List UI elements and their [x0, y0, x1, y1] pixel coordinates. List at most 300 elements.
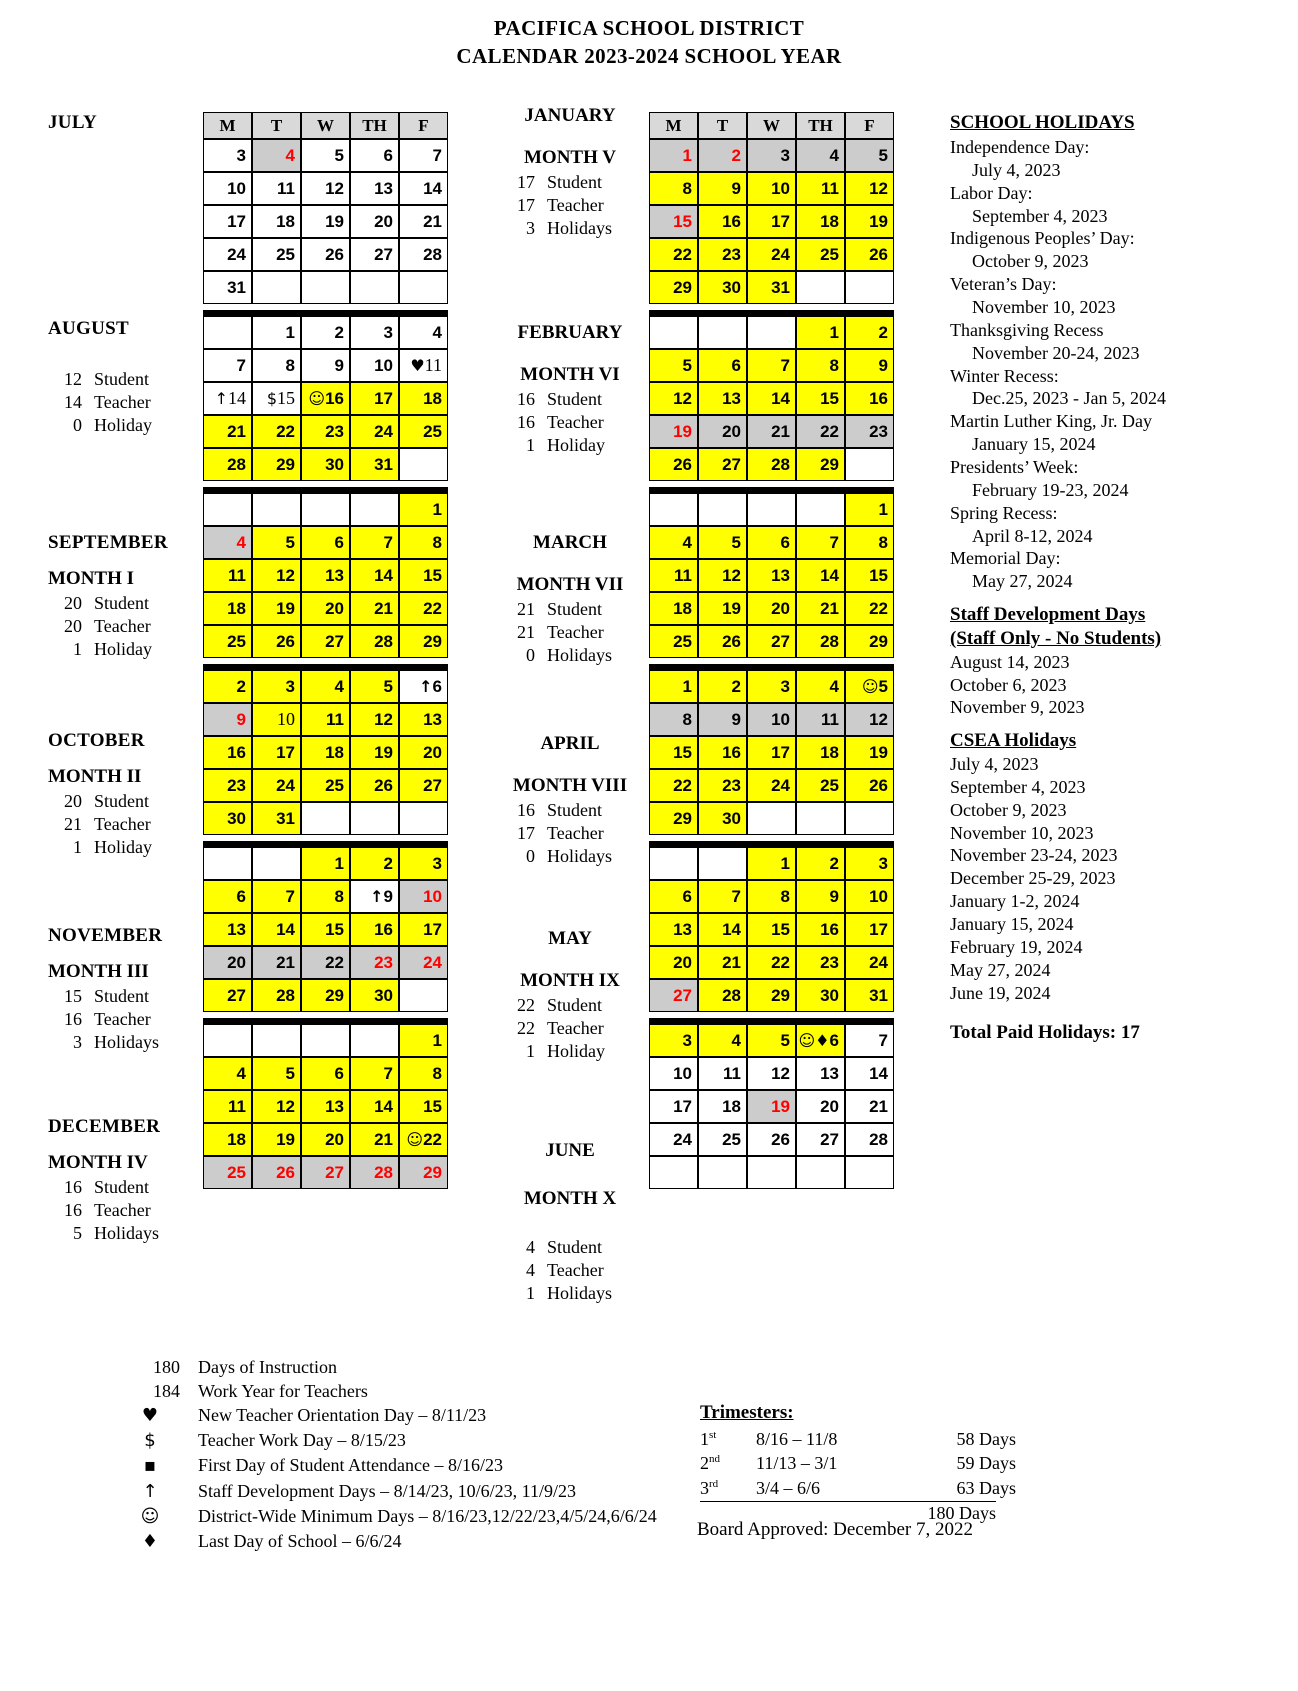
day-cell-september-5[interactable] [252, 526, 301, 559]
day-cell-august-3[interactable] [350, 316, 399, 349]
day-cell-august-25[interactable] [399, 415, 448, 448]
stat-count: 16 [64, 1200, 82, 1221]
day-cell-january-15[interactable] [649, 205, 698, 238]
day-cell-may-17[interactable] [845, 913, 894, 946]
day-cell-october-30[interactable] [203, 802, 252, 835]
day-cell-january-24[interactable] [747, 238, 796, 271]
day-cell-january-5[interactable] [845, 139, 894, 172]
day-cell-december-22[interactable] [399, 1123, 448, 1156]
day-cell-april-10[interactable] [747, 703, 796, 736]
day-cell-june-14[interactable] [845, 1057, 894, 1090]
day-cell-october-9[interactable] [203, 703, 252, 736]
day-cell-october-20[interactable] [399, 736, 448, 769]
day-cell-april-30[interactable] [698, 802, 747, 835]
month-roman-label: MONTH V [523, 147, 616, 168]
day-cell-november-1[interactable] [301, 847, 350, 880]
day-cell-may-8[interactable] [747, 880, 796, 913]
week-row [649, 316, 894, 349]
day-cell-april-3[interactable] [747, 670, 796, 703]
day-cell-october-6[interactable] [399, 670, 448, 703]
day-cell-february-20[interactable] [698, 415, 747, 448]
day-cell-june-7[interactable] [845, 1024, 894, 1057]
day-cell-april-24[interactable] [747, 769, 796, 802]
day-cell-december-27[interactable] [301, 1156, 350, 1189]
day-cell-may-3[interactable] [845, 847, 894, 880]
week-row [203, 382, 448, 415]
month-stat-row [48, 1008, 208, 1031]
day-cell-march-19[interactable] [698, 592, 747, 625]
staff-dev-day: November 9, 2023 [950, 697, 1085, 718]
day-cell-november-17[interactable] [399, 913, 448, 946]
day-cell-march-14[interactable] [796, 559, 845, 592]
day-cell-july-18[interactable] [252, 205, 301, 238]
day-cell-june-17[interactable] [649, 1090, 698, 1123]
day-cell-august-1[interactable] [252, 316, 301, 349]
day-cell-november-14[interactable] [252, 913, 301, 946]
holiday-date: May 27, 2024 [972, 571, 1073, 592]
day-cell-october-2[interactable] [203, 670, 252, 703]
day-cell-august-14[interactable] [203, 382, 252, 415]
day-cell-august-16[interactable] [301, 382, 350, 415]
day-cell-february-5[interactable] [649, 349, 698, 382]
day-cell-march-18[interactable] [649, 592, 698, 625]
day-cell-march-8[interactable] [845, 526, 894, 559]
day-cell-december-6[interactable] [301, 1057, 350, 1090]
day-cell-november-16[interactable] [350, 913, 399, 946]
day-cell-may-15[interactable] [747, 913, 796, 946]
day-cell-august-28[interactable] [203, 448, 252, 481]
day-cell-january-31[interactable] [747, 271, 796, 304]
day-cell-august-10[interactable] [350, 349, 399, 382]
day-cell-march-27[interactable] [747, 625, 796, 658]
day-cell-april-2[interactable] [698, 670, 747, 703]
day-cell-may-28[interactable] [698, 979, 747, 1012]
day-number: 18 [722, 1096, 741, 1116]
day-cell-may-1[interactable] [747, 847, 796, 880]
day-number: 7 [285, 886, 295, 906]
day-cell-february-12[interactable] [649, 382, 698, 415]
day-cell-may-10[interactable] [845, 880, 894, 913]
stat-count: 20 [64, 616, 82, 637]
day-cell-july-25[interactable] [252, 238, 301, 271]
day-cell-january-16[interactable] [698, 205, 747, 238]
day-cell-july-14[interactable] [399, 172, 448, 205]
day-cell-december-29[interactable] [399, 1156, 448, 1189]
day-cell-may-7[interactable] [698, 880, 747, 913]
day-cell-march-7[interactable] [796, 526, 845, 559]
month-stat-row [48, 638, 208, 661]
day-cell-january-23[interactable] [698, 238, 747, 271]
day-cell-february-6[interactable] [698, 349, 747, 382]
day-cell-september-15[interactable] [399, 559, 448, 592]
day-cell-march-25[interactable] [649, 625, 698, 658]
day-cell-february-1[interactable] [796, 316, 845, 349]
day-cell-february-21[interactable] [747, 415, 796, 448]
stat-label: Teacher [94, 1009, 151, 1030]
day-cell-november-3[interactable] [399, 847, 448, 880]
day-cell-february-26[interactable] [649, 448, 698, 481]
day-cell-february-16[interactable] [845, 382, 894, 415]
day-cell-august-8[interactable] [252, 349, 301, 382]
day-cell-july-31[interactable] [203, 271, 252, 304]
day-cell-june-24[interactable] [649, 1123, 698, 1156]
day-cell-november-9[interactable] [350, 880, 399, 913]
month-separator [203, 484, 448, 493]
day-cell-november-8[interactable] [301, 880, 350, 913]
day-cell-september-29[interactable] [399, 625, 448, 658]
day-cell-february-28[interactable] [747, 448, 796, 481]
week-row [649, 448, 894, 481]
day-cell-august-11[interactable] [399, 349, 448, 382]
day-cell-june-19[interactable] [747, 1090, 796, 1123]
month-roman-label: MONTH VII [516, 574, 624, 595]
day-cell-november-23[interactable] [350, 946, 399, 979]
day-number: 15 [423, 565, 442, 585]
day-cell-february-22[interactable] [796, 415, 845, 448]
day-cell-december-7[interactable] [350, 1057, 399, 1090]
school-holidays-title: SCHOOL HOLIDAYS [950, 112, 1135, 133]
day-cell-july-7[interactable] [399, 139, 448, 172]
day-cell-august-31[interactable] [350, 448, 399, 481]
day-cell-august-9[interactable] [301, 349, 350, 382]
day-cell-april-18[interactable] [796, 736, 845, 769]
day-cell-august-23[interactable] [301, 415, 350, 448]
day-cell-may-23[interactable] [796, 946, 845, 979]
day-cell-october-24[interactable] [252, 769, 301, 802]
day-cell-november-22[interactable] [301, 946, 350, 979]
day-cell-september-18[interactable] [203, 592, 252, 625]
day-cell-march-4[interactable] [649, 526, 698, 559]
day-cell-april-11[interactable] [796, 703, 845, 736]
day-cell-september-20[interactable] [301, 592, 350, 625]
day-cell-november-28[interactable] [252, 979, 301, 1012]
day-cell-may-13[interactable] [649, 913, 698, 946]
day-cell-september-22[interactable] [399, 592, 448, 625]
day-cell-november-20[interactable] [203, 946, 252, 979]
day-cell-december-25[interactable] [203, 1156, 252, 1189]
day-cell-february-8[interactable] [796, 349, 845, 382]
day-cell-july-28[interactable] [399, 238, 448, 271]
day-cell-june-3[interactable] [649, 1024, 698, 1057]
day-cell-may-6[interactable] [649, 880, 698, 913]
day-cell-april-23[interactable] [698, 769, 747, 802]
day-cell-november-2[interactable] [350, 847, 399, 880]
day-number: 17 [423, 919, 442, 939]
legend-row [120, 1428, 657, 1453]
day-number: 9 [878, 355, 888, 375]
day-number: 13 [722, 388, 741, 408]
day-cell-february-7[interactable] [747, 349, 796, 382]
day-cell-march-20[interactable] [747, 592, 796, 625]
day-cell-january-30[interactable] [698, 271, 747, 304]
day-cell-september-4[interactable] [203, 526, 252, 559]
day-cell-october-4[interactable] [301, 670, 350, 703]
day-cell-april-8[interactable] [649, 703, 698, 736]
day-cell-august-24[interactable] [350, 415, 399, 448]
day-cell-june-21[interactable] [845, 1090, 894, 1123]
day-cell-november-10[interactable] [399, 880, 448, 913]
day-number: 29 [771, 985, 790, 1005]
day-cell-november-21[interactable] [252, 946, 301, 979]
day-cell-september-21[interactable] [350, 592, 399, 625]
month-label-august [48, 318, 208, 437]
day-cell-august-29[interactable] [252, 448, 301, 481]
day-cell-august-17[interactable] [350, 382, 399, 415]
day-cell-october-11[interactable] [301, 703, 350, 736]
day-cell-july-17[interactable] [203, 205, 252, 238]
day-cell-august-30[interactable] [301, 448, 350, 481]
day-cell-october-31[interactable] [252, 802, 301, 835]
weekday-header-t: T [698, 112, 747, 139]
day-cell-june-5[interactable] [747, 1024, 796, 1057]
day-cell-december-28[interactable] [350, 1156, 399, 1189]
day-cell-february-14[interactable] [747, 382, 796, 415]
day-cell-march-21[interactable] [796, 592, 845, 625]
day-cell-february-19[interactable] [649, 415, 698, 448]
day-cell-may-27[interactable] [649, 979, 698, 1012]
day-cell-november-7[interactable] [252, 880, 301, 913]
day-cell-december-20[interactable] [301, 1123, 350, 1156]
day-cell-november-6[interactable] [203, 880, 252, 913]
day-cell-october-5[interactable] [350, 670, 399, 703]
day-cell-april-15[interactable] [649, 736, 698, 769]
day-cell-january-9[interactable] [698, 172, 747, 205]
day-cell-september-26[interactable] [252, 625, 301, 658]
day-cell-january-19[interactable] [845, 205, 894, 238]
day-cell-october-25[interactable] [301, 769, 350, 802]
day-cell-march-26[interactable] [698, 625, 747, 658]
day-cell-march-12[interactable] [698, 559, 747, 592]
day-cell-september-7[interactable] [350, 526, 399, 559]
day-cell-november-30[interactable] [350, 979, 399, 1012]
day-cell-february-9[interactable] [845, 349, 894, 382]
day-cell-november-15[interactable] [301, 913, 350, 946]
day-number: 23 [227, 775, 246, 795]
day-cell-june-28[interactable] [845, 1123, 894, 1156]
day-cell-december-15[interactable] [399, 1090, 448, 1123]
day-cell-december-19[interactable] [252, 1123, 301, 1156]
day-cell-march-1[interactable] [845, 493, 894, 526]
day-cell-june-11[interactable] [698, 1057, 747, 1090]
day-cell-october-18[interactable] [301, 736, 350, 769]
day-cell-march-15[interactable] [845, 559, 894, 592]
day-cell-empty [796, 802, 845, 835]
day-cell-january-1[interactable] [649, 139, 698, 172]
day-cell-september-25[interactable] [203, 625, 252, 658]
day-cell-february-23[interactable] [845, 415, 894, 448]
day-cell-august-21[interactable] [203, 415, 252, 448]
day-cell-march-11[interactable] [649, 559, 698, 592]
trimester-days: 58 Days [956, 1429, 1016, 1449]
csea-holiday: December 25-29, 2023 [950, 868, 1116, 889]
day-number: 20 [325, 598, 344, 618]
day-cell-october-23[interactable] [203, 769, 252, 802]
month-name: MARCH [533, 532, 607, 553]
day-cell-june-27[interactable] [796, 1123, 845, 1156]
day-cell-april-26[interactable] [845, 769, 894, 802]
day-cell-december-1[interactable] [399, 1024, 448, 1057]
day-cell-november-24[interactable] [399, 946, 448, 979]
day-cell-may-30[interactable] [796, 979, 845, 1012]
day-number: 12 [673, 388, 692, 408]
day-cell-april-22[interactable] [649, 769, 698, 802]
day-cell-september-8[interactable] [399, 526, 448, 559]
day-cell-april-5[interactable] [845, 670, 894, 703]
day-cell-november-29[interactable] [301, 979, 350, 1012]
day-cell-april-1[interactable] [649, 670, 698, 703]
day-cell-may-31[interactable] [845, 979, 894, 1012]
day-cell-january-10[interactable] [747, 172, 796, 205]
day-cell-september-1[interactable] [399, 493, 448, 526]
day-cell-february-15[interactable] [796, 382, 845, 415]
day-cell-april-12[interactable] [845, 703, 894, 736]
day-cell-july-19[interactable] [301, 205, 350, 238]
day-cell-february-13[interactable] [698, 382, 747, 415]
day-cell-october-3[interactable] [252, 670, 301, 703]
day-cell-june-25[interactable] [698, 1123, 747, 1156]
day-cell-april-19[interactable] [845, 736, 894, 769]
day-cell-october-16[interactable] [203, 736, 252, 769]
day-cell-january-25[interactable] [796, 238, 845, 271]
day-cell-august-2[interactable] [301, 316, 350, 349]
day-cell-march-22[interactable] [845, 592, 894, 625]
day-cell-may-9[interactable] [796, 880, 845, 913]
day-cell-april-4[interactable] [796, 670, 845, 703]
day-cell-january-17[interactable] [747, 205, 796, 238]
day-cell-march-6[interactable] [747, 526, 796, 559]
day-cell-july-10[interactable] [203, 172, 252, 205]
day-cell-august-15[interactable] [252, 382, 301, 415]
day-cell-april-29[interactable] [649, 802, 698, 835]
day-cell-july-6[interactable] [350, 139, 399, 172]
day-cell-april-9[interactable] [698, 703, 747, 736]
day-number: 16 [722, 211, 741, 231]
day-cell-december-13[interactable] [301, 1090, 350, 1123]
day-cell-december-11[interactable] [203, 1090, 252, 1123]
day-cell-january-12[interactable] [845, 172, 894, 205]
day-cell-august-7[interactable] [203, 349, 252, 382]
day-cell-july-24[interactable] [203, 238, 252, 271]
day-cell-december-26[interactable] [252, 1156, 301, 1189]
day-cell-january-22[interactable] [649, 238, 698, 271]
day-cell-january-3[interactable] [747, 139, 796, 172]
day-cell-september-19[interactable] [252, 592, 301, 625]
day-cell-may-21[interactable] [698, 946, 747, 979]
day-cell-may-29[interactable] [747, 979, 796, 1012]
day-cell-july-3[interactable] [203, 139, 252, 172]
day-number: 23 [325, 421, 344, 441]
day-cell-april-17[interactable] [747, 736, 796, 769]
day-cell-march-29[interactable] [845, 625, 894, 658]
stat-count: 1 [526, 1041, 535, 1062]
day-cell-december-5[interactable] [252, 1057, 301, 1090]
day-cell-june-18[interactable] [698, 1090, 747, 1123]
day-cell-june-20[interactable] [796, 1090, 845, 1123]
day-cell-june-26[interactable] [747, 1123, 796, 1156]
day-cell-march-5[interactable] [698, 526, 747, 559]
day-cell-october-27[interactable] [399, 769, 448, 802]
day-cell-february-29[interactable] [796, 448, 845, 481]
day-marker-icon: ☺ [406, 1129, 424, 1149]
day-cell-june-10[interactable] [649, 1057, 698, 1090]
day-cell-december-8[interactable] [399, 1057, 448, 1090]
day-cell-may-20[interactable] [649, 946, 698, 979]
day-cell-april-25[interactable] [796, 769, 845, 802]
day-cell-july-11[interactable] [252, 172, 301, 205]
day-cell-june-4[interactable] [698, 1024, 747, 1057]
day-cell-august-4[interactable] [399, 316, 448, 349]
day-cell-june-12[interactable] [747, 1057, 796, 1090]
day-number: 19 [869, 742, 888, 762]
week-row [203, 238, 448, 271]
day-cell-november-13[interactable] [203, 913, 252, 946]
day-cell-march-28[interactable] [796, 625, 845, 658]
day-cell-september-13[interactable] [301, 559, 350, 592]
day-cell-january-2[interactable] [698, 139, 747, 172]
day-cell-june-13[interactable] [796, 1057, 845, 1090]
day-number: 8 [334, 886, 344, 906]
day-cell-august-18[interactable] [399, 382, 448, 415]
day-cell-may-2[interactable] [796, 847, 845, 880]
day-cell-january-26[interactable] [845, 238, 894, 271]
day-cell-january-11[interactable] [796, 172, 845, 205]
day-cell-july-27[interactable] [350, 238, 399, 271]
day-cell-september-12[interactable] [252, 559, 301, 592]
day-cell-december-14[interactable] [350, 1090, 399, 1123]
day-cell-october-19[interactable] [350, 736, 399, 769]
day-cell-august-22[interactable] [252, 415, 301, 448]
day-cell-september-6[interactable] [301, 526, 350, 559]
day-cell-december-21[interactable] [350, 1123, 399, 1156]
day-cell-july-4[interactable] [252, 139, 301, 172]
day-cell-january-18[interactable] [796, 205, 845, 238]
day-cell-may-16[interactable] [796, 913, 845, 946]
day-cell-june-6[interactable] [796, 1024, 845, 1057]
day-cell-december-12[interactable] [252, 1090, 301, 1123]
day-cell-july-13[interactable] [350, 172, 399, 205]
day-cell-october-17[interactable] [252, 736, 301, 769]
day-cell-february-2[interactable] [845, 316, 894, 349]
day-number: 9 [236, 709, 246, 729]
day-cell-january-4[interactable] [796, 139, 845, 172]
day-cell-april-16[interactable] [698, 736, 747, 769]
day-cell-july-21[interactable] [399, 205, 448, 238]
day-cell-december-18[interactable] [203, 1123, 252, 1156]
day-cell-july-12[interactable] [301, 172, 350, 205]
day-cell-october-13[interactable] [399, 703, 448, 736]
day-cell-november-27[interactable] [203, 979, 252, 1012]
day-cell-march-13[interactable] [747, 559, 796, 592]
day-cell-may-14[interactable] [698, 913, 747, 946]
day-cell-may-22[interactable] [747, 946, 796, 979]
day-cell-september-28[interactable] [350, 625, 399, 658]
day-cell-july-5[interactable] [301, 139, 350, 172]
day-cell-september-27[interactable] [301, 625, 350, 658]
day-cell-october-12[interactable] [350, 703, 399, 736]
day-cell-may-24[interactable] [845, 946, 894, 979]
day-cell-july-20[interactable] [350, 205, 399, 238]
day-cell-september-14[interactable] [350, 559, 399, 592]
day-cell-december-4[interactable] [203, 1057, 252, 1090]
day-cell-july-26[interactable] [301, 238, 350, 271]
day-cell-january-8[interactable] [649, 172, 698, 205]
day-cell-february-27[interactable] [698, 448, 747, 481]
day-cell-january-29[interactable] [649, 271, 698, 304]
day-cell-october-10[interactable] [252, 703, 301, 736]
day-number: 17 [276, 742, 295, 762]
day-cell-october-26[interactable] [350, 769, 399, 802]
day-cell-september-11[interactable] [203, 559, 252, 592]
